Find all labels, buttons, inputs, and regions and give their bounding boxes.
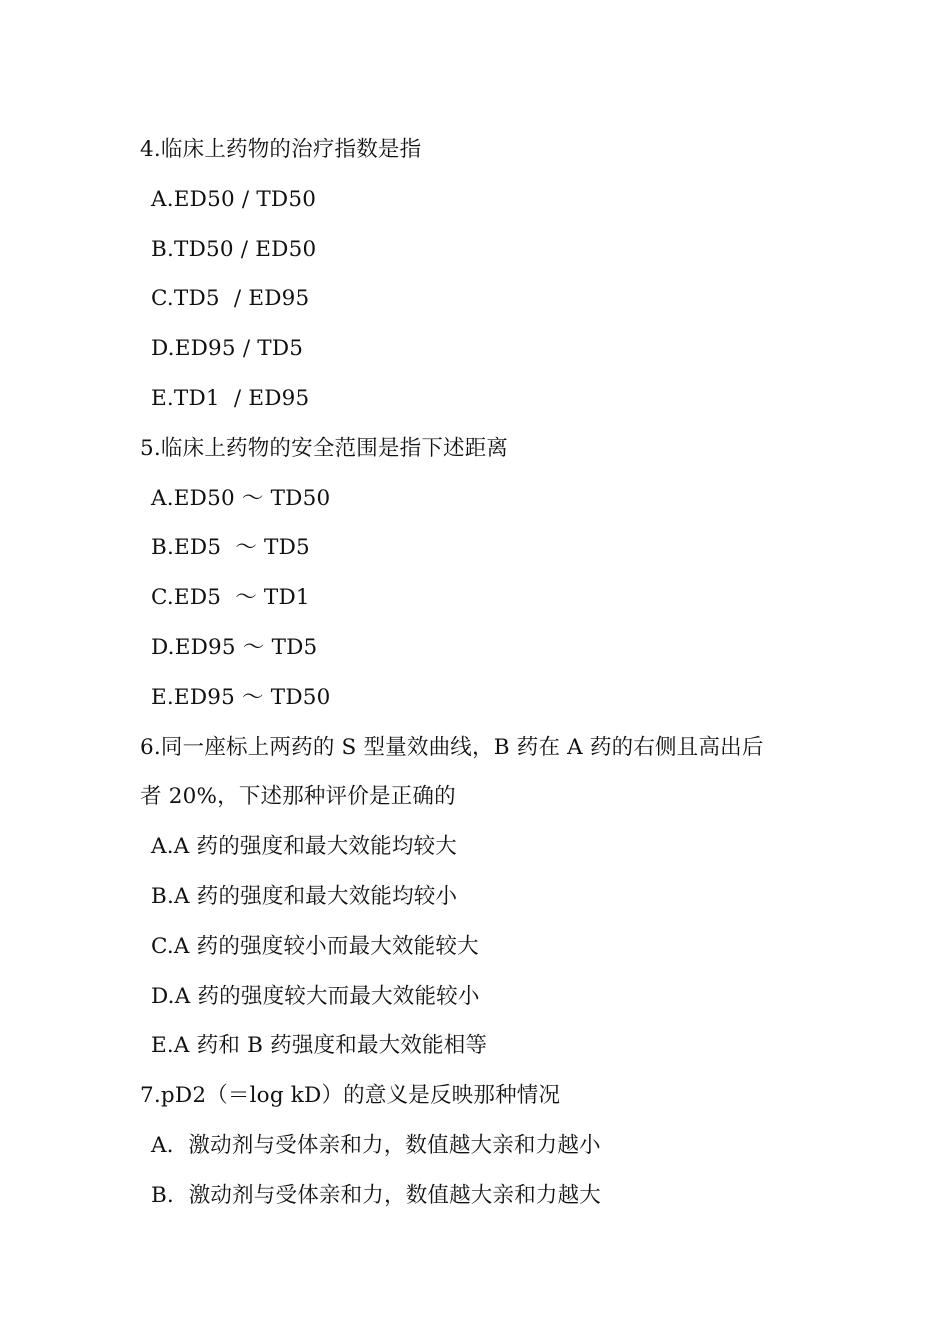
question-6-option-e: E.A 药和 B 药强度和最大效能相等 bbox=[151, 1033, 488, 1059]
question-6-stem-line-1: 6.同一座标上两药的 S 型量效曲线，B 药在 A 药的右侧且高出后 bbox=[140, 734, 764, 760]
question-4-stem: 4.临床上药物的治疗指数是指 bbox=[140, 137, 422, 162]
question-7-stem: 7.pD2（＝log kD）的意义是反映那种情况 bbox=[140, 1083, 561, 1109]
question-6-option-a: A.A 药的强度和最大效能均较大 bbox=[151, 834, 457, 860]
question-6-option-b: B.A 药的强度和最大效能均较小 bbox=[151, 883, 458, 909]
question-5-stem: 5.临床上药物的安全范围是指下述距离 bbox=[140, 435, 509, 461]
question-4-option-e: E.TD1 / ED95 bbox=[151, 385, 310, 411]
question-6-option-c: C.A 药的强度较小而最大效能较大 bbox=[151, 933, 479, 959]
question-4-option-c: C.TD5 / ED95 bbox=[151, 286, 310, 312]
question-4-option-a: A.ED50 / TD50 bbox=[151, 186, 317, 212]
question-5-option-a: A.ED50 ～ TD50 bbox=[151, 485, 331, 511]
question-5-option-c: C.ED5 ～ TD1 bbox=[151, 585, 310, 611]
question-5-option-e: E.ED95 ～ TD50 bbox=[151, 684, 331, 710]
question-4-option-d: D.ED95 / TD5 bbox=[151, 336, 304, 362]
question-6-option-d: D.A 药的强度较大而最大效能较小 bbox=[151, 983, 480, 1009]
question-5-option-b: B.ED5 ～ TD5 bbox=[151, 535, 310, 561]
question-5-option-d: D.ED95 ～ TD5 bbox=[151, 634, 318, 660]
question-4-option-b: B.TD50 / ED50 bbox=[151, 236, 317, 262]
question-list bbox=[140, 130, 830, 1226]
question-7-option-a: A．激动剂与受体亲和力，数值越大亲和力越小 bbox=[151, 1132, 601, 1158]
question-7-option-b: B．激动剂与受体亲和力，数值越大亲和力越大 bbox=[151, 1182, 602, 1208]
question-6-stem-line-2: 者 20%，下述那种评价是正确的 bbox=[140, 784, 456, 810]
